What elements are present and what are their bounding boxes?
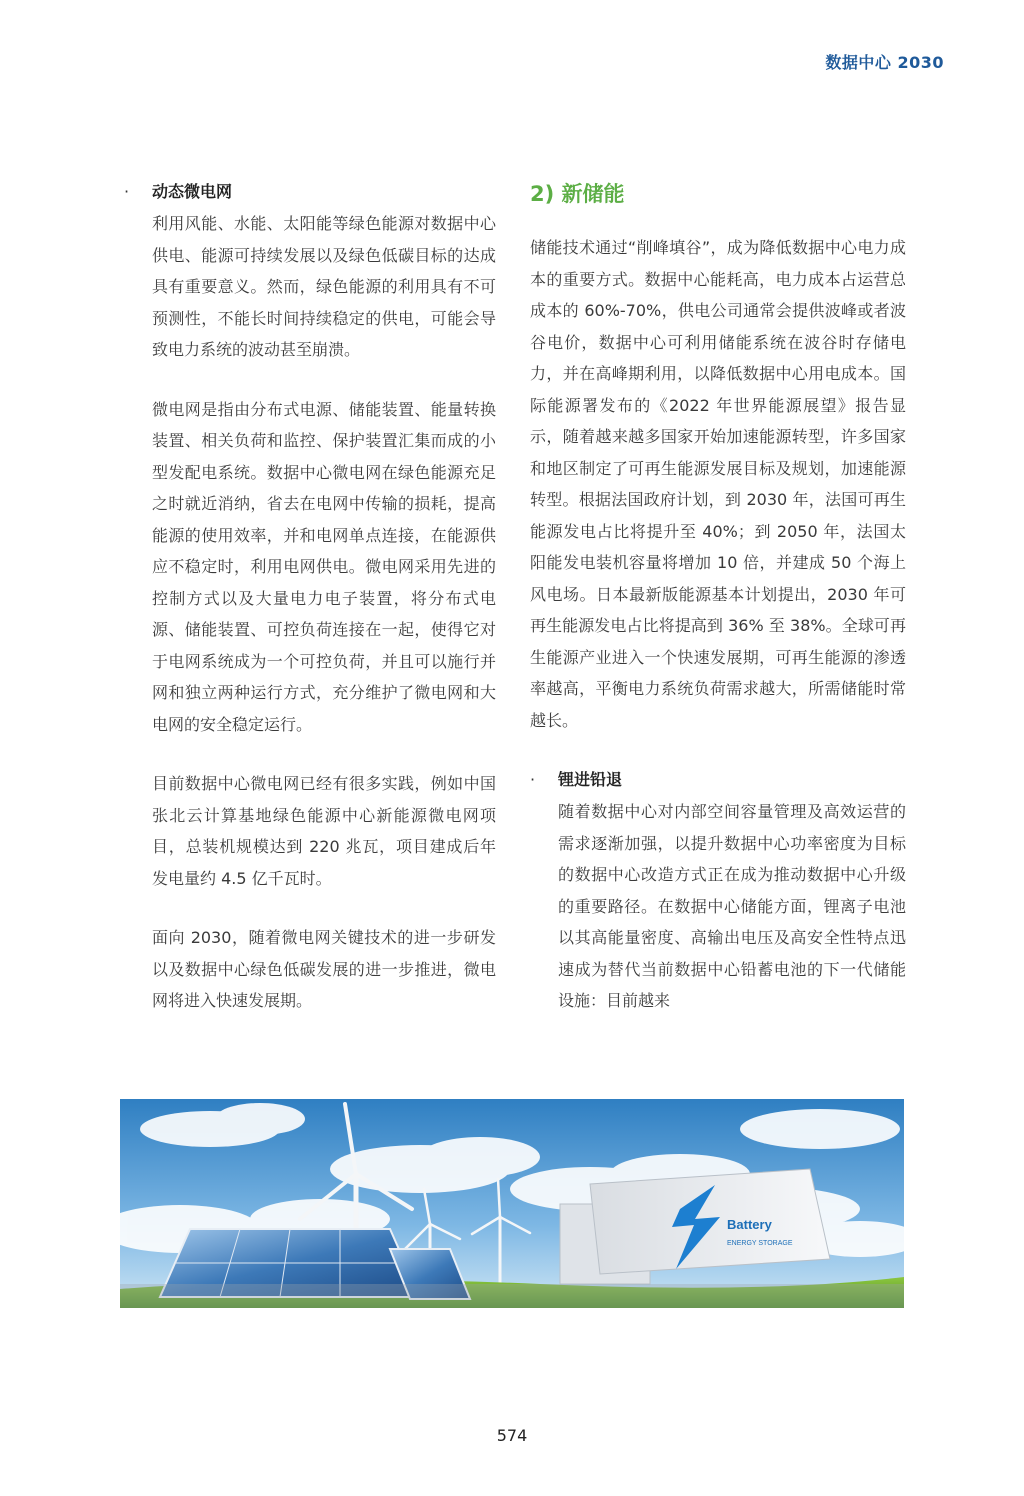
paragraph: 利用风能、水能、太阳能等绿色能源对数据中心供电、能源可持续发展以及绿色低碳目标的达成具有重要意义。然而，绿色能源的利用具有不可预测性，不能长时间持续稳定的供电，可能会导致电力系统的波动甚至崩溃。 xyxy=(152,214,496,359)
bullet-title: 锂进铅退 xyxy=(558,770,623,789)
paragraph: 面向 2030，随着微电网关键技术的进一步研发以及数据中心绿色低碳发展的进一步推进，微电网将进入快速发展期。 xyxy=(152,928,496,1010)
bullet-dot: · xyxy=(530,770,536,789)
paragraph: 随着数据中心对内部空间容量管理及高效运营的需求逐渐加强，以提升数据中心功率密度为目标的数据中心改造方式正在成为推动数据中心升级的重要路径。在数据中心储能方面，锂离子电池以其高能量密度、高输出电压及高安全性特点迅速成为替代当前数据中心铅蓄电池的下一代储能设施：目前越来 xyxy=(558,802,906,1010)
energy-storage-label: ENERGY STORAGE xyxy=(727,1240,793,1247)
battery-label: Battery xyxy=(727,1217,772,1232)
bullet-heading xyxy=(124,176,496,208)
left-column xyxy=(124,176,496,1017)
bullet-heading xyxy=(530,764,906,796)
paragraph: 储能技术通过“削峰填谷”，成为降低数据中心电力成本的重要方式。数据中心能耗高，电力成本占运营总成本的 60%-70%，供电公司通常会提供波峰或者波谷电价，数据中心可利用储能系统在波谷时存储电力，并在高峰期利用，以降低数据中心用电成本。国际能源署发布的《2022 年世界能源展望》报告显示，随着越来越多国家开始加速能源转型，许多国家和地区制定了可再生能源发展目标及规划，加速能源转型。根据法国政府计划，到 2030 年，法国可再生能源发电占比将提升至 40%；到 2050 年，法国太阳能发电装机容量将增加 10 倍，并建成 50 个海上风电场。日本最新版能源基本计划提出，2030 年可再生能源发电占比将提高到 36% 至 38%。全球可再生能源产业进入一个快速发展期，可再生能源的渗透率越高，平衡电力系统负荷需求越大，所需储能时常越长。 xyxy=(530,238,906,730)
page-number: 574 xyxy=(496,1426,528,1445)
section-title: 2) 新储能 xyxy=(530,182,625,206)
paragraph: 微电网是指由分布式电源、储能装置、能量转换装置、相关负荷和监控、保护装置汇集而成的小型发配电系统。数据中心微电网在绿色能源充足之时就近消纳，省去在电网中传输的损耗，提高能源的使用效率，并和电网单点连接，在能源供应不稳定时，利用电网供电。微电网采用先进的控制方式以及大量电力电子装置，将分布式电源、储能装置、可控负荷连接在一起，使得它对于电网系统成为一个可控负荷，并且可以施行并网和独立两种运行方式，充分维护了微电网和大电网的安全稳定运行。 xyxy=(152,399,496,734)
bullet-title: 动态微电网 xyxy=(152,182,233,201)
energy-storage-photo xyxy=(120,1099,904,1308)
header-title: 数据中心 2030 xyxy=(825,53,944,72)
right-column xyxy=(530,176,906,1017)
bullet-dot: · xyxy=(124,182,130,201)
paragraph: 目前数据中心微电网已经有很多实践，例如中国张北云计算基地绿色能源中心新能源微电网项目，总装机规模达到 220 兆瓦，项目建成后年发电量约 4.5 亿千瓦时。 xyxy=(152,774,496,888)
